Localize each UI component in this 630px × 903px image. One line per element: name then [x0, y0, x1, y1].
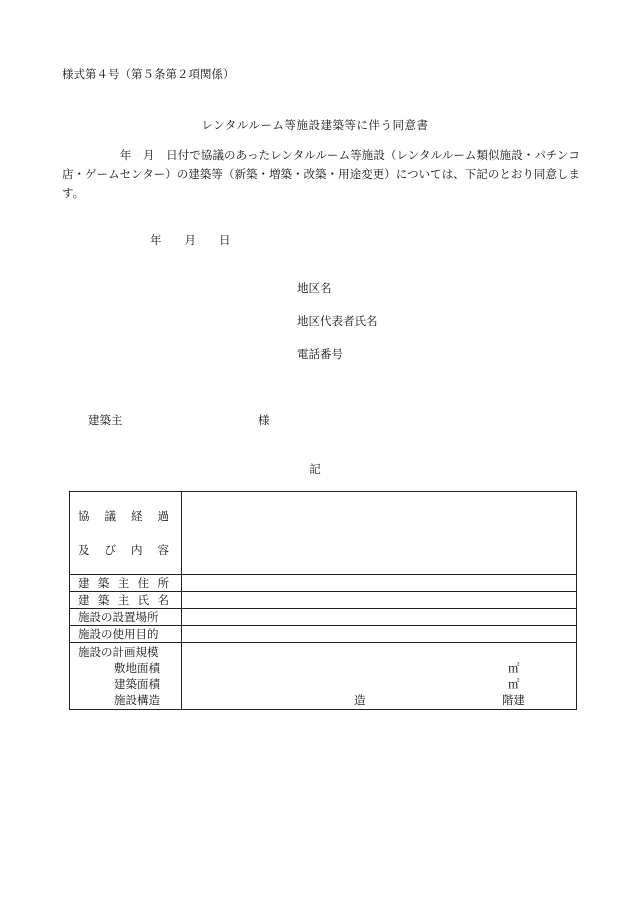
stories-unit: 階建: [502, 693, 525, 707]
phone-number-label: 電話番号: [297, 347, 343, 361]
district-name-label: 地区名: [297, 281, 332, 295]
building-area-label: 建築面積: [114, 677, 160, 691]
date-line: 年 月 日: [150, 233, 231, 247]
table-row-owner-address: [70, 575, 577, 592]
consultation-value[interactable]: [182, 492, 577, 575]
owner-address-value[interactable]: [182, 575, 577, 592]
site-area-value[interactable]: [190, 660, 576, 676]
structure-unit: 造: [354, 693, 366, 707]
table-row-facility-purpose: [70, 626, 577, 643]
site-area-label: 敷地面積: [114, 661, 160, 675]
facility-location-label: 施設の設置場所: [70, 609, 182, 626]
structure-value[interactable]: [190, 692, 576, 708]
facility-purpose-value[interactable]: [182, 626, 577, 643]
table-row-facility-scale: [70, 643, 577, 710]
facility-scale-value[interactable]: [182, 643, 577, 710]
facility-scale-label: [70, 643, 182, 710]
form-number: 様式第４号（第５条第２項関係）: [62, 67, 235, 81]
consultation-label-line1: 協 議 経 過: [78, 509, 169, 523]
consent-details-table: [69, 491, 577, 710]
table-row-consultation: [70, 492, 577, 575]
consultation-label: [70, 492, 182, 575]
body-paragraph: 年 月 日付で協議のあったレンタルルーム等施設（レンタルルーム類似施設・パチンコ店・ゲームセンター）の建築等（新築・増築・改築・用途変更）については、下記のとおり同意します。: [62, 148, 580, 200]
document-title: レンタルルーム等施設建築等に伴う同意書: [201, 118, 429, 132]
site-area-unit: ㎡: [508, 661, 520, 675]
owner-name-value[interactable]: [182, 592, 577, 609]
owner-name-label: 建 築 主 氏 名: [70, 592, 182, 609]
building-area-unit: ㎡: [508, 677, 520, 691]
consultation-label-line2: 及 び 内 容: [78, 543, 169, 557]
table-row-facility-location: [70, 609, 577, 626]
building-area-value[interactable]: [190, 676, 576, 692]
facility-purpose-label: 施設の使用目的: [70, 626, 182, 643]
owner-address-label: 建 築 主 住 所: [70, 575, 182, 592]
table-row-owner-name: [70, 592, 577, 609]
structure-label: 施設構造: [114, 693, 160, 707]
facility-scale-heading: 施設の計画規模: [78, 645, 159, 659]
facility-location-value[interactable]: [182, 609, 577, 626]
addressee-label: 建築主: [88, 413, 123, 427]
representative-name-label: 地区代表者氏名: [297, 314, 378, 328]
ki-heading: 記: [309, 462, 321, 476]
addressee-honorific: 様: [258, 413, 270, 427]
